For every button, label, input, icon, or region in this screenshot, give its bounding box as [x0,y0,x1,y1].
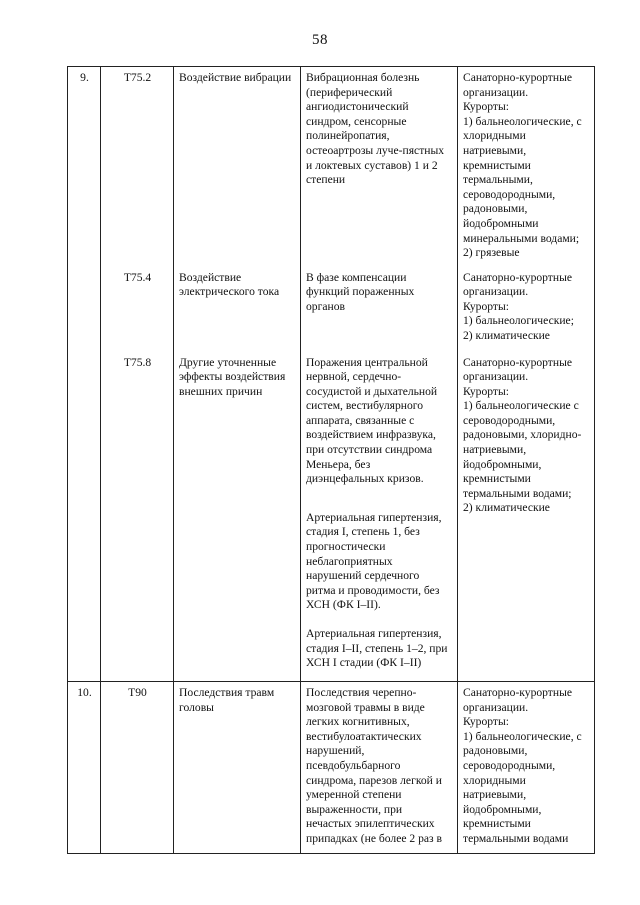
factor-cell [174,352,301,682]
disease-text: Последствия черепно- мозговой травмы в виде легких когнитивных, вестибулоатактических нарушений, псевдобульбарного синдрома, парезов легкой и умеренной степени выраженности, при нечастых эпилептических припадках (не более 2 раз в [306,686,442,845]
table-row [68,67,595,267]
icd-code-cell [101,352,174,682]
resorts-cell [458,682,595,854]
factor-cell [174,682,301,854]
icd-code: T75.4 [123,270,152,284]
disease-cell [301,682,458,854]
disease-cell [301,267,458,352]
resorts-text: Санаторно-курортные организации. Курорты: 1) бальнеологические, с хлоридными натриевыми, кремнистыми термальными, сероводородными, радоновыми, йодобромными минеральными водами; 2) грязевые [463,71,582,260]
icd-code: T90 [128,686,147,699]
disease-cell [301,67,458,267]
row-number-cell [68,352,101,682]
factor-text: Другие уточненные эффекты воздействия внешних причин [179,355,286,398]
resorts-cell [458,67,595,267]
icd-code: T75.8 [123,355,152,369]
disease-text: В фазе компенсации функций пораженных органов [306,270,415,313]
factor-text: Последствия травм головы [179,686,275,714]
table-row [68,267,595,352]
factor-text: Воздействие вибрации [179,71,292,84]
row-number: 10. [77,686,92,699]
resorts-text: Санаторно-курортные организации. Курорты: 1) бальнеологические, с радоновыми, сероводородными, хлоридными натриевыми, йодобромными, кремнистыми термальными водами [463,686,582,845]
resorts-cell [458,267,595,352]
resorts-text: Санаторно-курортные организации. Курорты: 1) бальнеологические с сероводородными, радоновыми, хлоридно- натриевыми, йодобромными, кремнистыми термальными водами; 2) климатические [463,355,582,515]
row-number-cell [68,267,101,352]
row-number-cell [68,67,101,267]
factor-cell [174,267,301,352]
indications-table [67,66,595,854]
disease-text: Артериальная гипертензия, стадия I, степень 1, без прогностически неблагоприятных нарушений сердечного ритма и проводимости, без ХСН (ФК I–II). [306,510,442,612]
disease-cell [301,352,458,682]
icd-code-cell [101,267,174,352]
factor-text: Воздействие электрического тока [179,270,280,299]
table-row [68,352,595,682]
factor-cell [174,67,301,267]
icd-code-cell [101,682,174,854]
disease-text: Вибрационная болезнь (периферический ангиодистонический синдром, сенсорные полинейропатия, остеоартрозы луче-пястных и локтевых суставов) 1 и 2 степени [306,71,445,187]
row-number: 9. [80,71,89,84]
icd-code-cell [101,67,174,267]
page-number: 58 [312,32,328,48]
resorts-cell [458,352,595,682]
table-row [68,682,595,854]
resorts-text: Санаторно-курортные организации. Курорты: 1) бальнеологические; 2) климатические [463,270,574,342]
disease-text: Артериальная гипертензия, стадия I–II, степень 1–2, при ХСН I стадии (ФК I–II) [306,627,448,670]
disease-text: Поражения центральной нервной, сердечно- сосудистой и дыхательной систем, вестибулярного аппарата, связанные с воздействием инфразвука, при отсутствии синдрома Меньера, без диэнцефальных кризов. [306,355,438,486]
icd-code: T75.2 [123,71,152,84]
row-number-cell [68,682,101,854]
